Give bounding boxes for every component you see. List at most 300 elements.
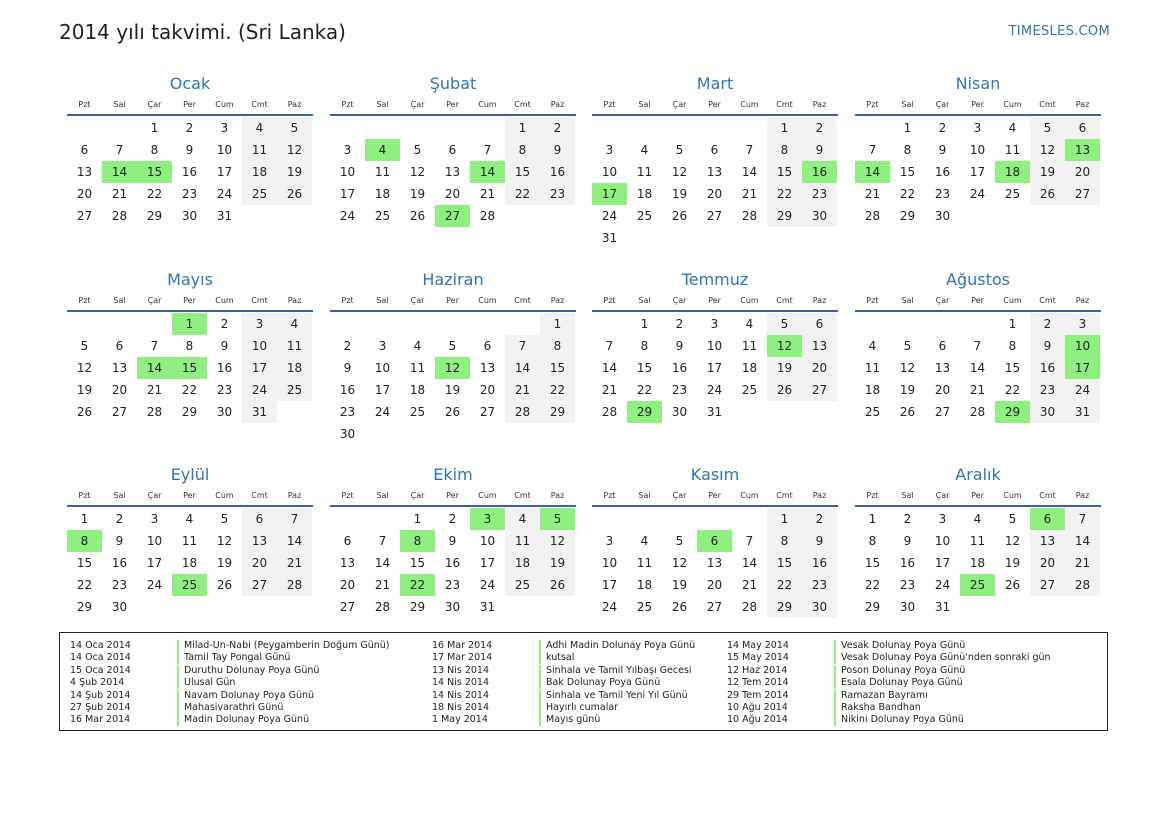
day-cell: 4 xyxy=(1008,121,1017,135)
day-cell: 22 xyxy=(146,187,163,201)
day-cell: 14 xyxy=(741,556,758,570)
day-cell: 21 xyxy=(1065,552,1100,574)
day-cell: 28 xyxy=(277,574,312,596)
header-divider xyxy=(330,310,576,312)
day-cell: 11 xyxy=(1004,143,1021,157)
day-cell: 15 xyxy=(767,161,802,183)
weekday-label: Cmt xyxy=(514,491,531,500)
day-cell: 31 xyxy=(706,405,723,419)
month-name: Mart xyxy=(696,74,734,93)
day-cell: 24 xyxy=(146,578,163,592)
day-cell: 1 xyxy=(767,117,802,139)
day-cell: 21 xyxy=(374,578,391,592)
day-cell: 7 xyxy=(277,508,312,530)
day-cell: 4 xyxy=(745,317,754,331)
day-cell: 14 xyxy=(374,556,391,570)
day-cell: 9 xyxy=(448,534,457,548)
day-cell: 16 xyxy=(540,161,575,183)
day-cell: 5 xyxy=(767,313,802,335)
day-cell: 21 xyxy=(741,578,758,592)
weekday-label: Per xyxy=(708,100,721,109)
day-cell: 23 xyxy=(1030,379,1065,401)
holiday-date: 16 Mar 2014 xyxy=(432,640,493,651)
weekday-label: Çar xyxy=(410,100,425,109)
header-divider xyxy=(330,114,576,116)
holiday-date: 14 Şub 2014 xyxy=(70,689,131,701)
day-cell: 30 xyxy=(1030,401,1065,423)
day-cell: 27 xyxy=(76,209,93,223)
weekday-label: Per xyxy=(446,296,459,305)
holiday-day-cell: 6 xyxy=(697,530,732,552)
holiday-day-cell: 12 xyxy=(435,357,470,379)
day-cell: 18 xyxy=(741,361,758,375)
weekday-label: Cum xyxy=(740,100,759,109)
day-cell: 2 xyxy=(115,512,124,526)
day-cell: 2 xyxy=(938,121,947,135)
day-cell: 1 xyxy=(1008,317,1017,331)
day-cell: 14 xyxy=(277,530,312,552)
day-cell: 15 xyxy=(767,552,802,574)
weekday-label: Cum xyxy=(1003,296,1022,305)
day-cell: 19 xyxy=(444,383,461,397)
day-cell: 10 xyxy=(374,361,391,375)
day-cell: 11 xyxy=(181,534,198,548)
weekday-header xyxy=(592,295,838,307)
weekday-label: Cum xyxy=(478,491,497,500)
day-cell: 19 xyxy=(277,161,312,183)
day-cell: 4 xyxy=(505,508,540,530)
weekday-header xyxy=(855,295,1101,307)
day-cell: 17 xyxy=(374,383,391,397)
day-cell: 13 xyxy=(1030,530,1065,552)
day-cell: 12 xyxy=(1004,534,1021,548)
weekday-label: Pzt xyxy=(78,491,91,500)
weekday-label: Cum xyxy=(478,296,497,305)
day-cell: 2 xyxy=(185,121,194,135)
holiday-day-cell: 14 xyxy=(102,161,137,183)
header-divider xyxy=(592,310,838,312)
holiday-name: Sinhala ve Tamil Yeni Yıl Günü xyxy=(539,690,688,702)
day-cell: 6 xyxy=(802,313,837,335)
day-cell: 7 xyxy=(150,339,159,353)
day-cell: 19 xyxy=(540,552,575,574)
day-cell: 10 xyxy=(706,339,723,353)
day-cell: 8 xyxy=(868,534,877,548)
day-cell: 18 xyxy=(181,556,198,570)
day-cell: 28 xyxy=(741,209,758,223)
header-divider xyxy=(855,114,1101,116)
day-cell: 16 xyxy=(216,361,233,375)
day-cell: 31 xyxy=(216,209,233,223)
holiday-day-cell: 25 xyxy=(960,574,995,596)
day-cell: 3 xyxy=(242,313,277,335)
day-cell: 14 xyxy=(601,361,618,375)
weekday-label: Cmt xyxy=(1039,100,1056,109)
weekday-label: Sal xyxy=(376,100,389,109)
weekday-header xyxy=(592,490,838,502)
holiday-date: 27 Şub 2014 xyxy=(70,702,131,713)
weekday-label: Çar xyxy=(410,491,425,500)
holiday-name: Madin Dolunay Poya Günü xyxy=(177,714,309,726)
weekday-label: Pzt xyxy=(603,491,616,500)
weekday-label: Sal xyxy=(113,296,126,305)
holiday-date: 15 May 2014 xyxy=(727,652,789,664)
day-cell: 25 xyxy=(636,209,653,223)
header-divider xyxy=(67,310,313,312)
day-cell: 20 xyxy=(1065,161,1100,183)
weekday-label: Cum xyxy=(215,296,234,305)
day-cell: 1 xyxy=(540,313,575,335)
day-cell: 7 xyxy=(605,339,614,353)
day-cell: 20 xyxy=(706,578,723,592)
site-brand-link[interactable]: TIMESLES.COM xyxy=(1008,24,1110,39)
day-cell: 11 xyxy=(636,165,653,179)
day-cell: 12 xyxy=(899,361,916,375)
day-cell: 23 xyxy=(339,405,356,419)
day-cell: 8 xyxy=(903,143,912,157)
weekday-label: Çar xyxy=(672,491,687,500)
day-cell: 30 xyxy=(444,600,461,614)
holiday-name: Esala Dolunay Poya Günü xyxy=(834,677,963,689)
weekday-label: Cmt xyxy=(251,296,268,305)
weekday-label: Cum xyxy=(215,491,234,500)
weekday-label: Sal xyxy=(901,296,914,305)
weekday-label: Paz xyxy=(550,296,565,305)
day-cell: 3 xyxy=(605,534,614,548)
weekday-label: Sal xyxy=(638,100,651,109)
weekday-label: Per xyxy=(446,491,459,500)
header-divider xyxy=(592,505,838,507)
day-cell: 9 xyxy=(903,534,912,548)
day-cell: 16 xyxy=(444,556,461,570)
day-cell: 14 xyxy=(741,165,758,179)
day-cell: 26 xyxy=(1030,183,1065,205)
day-cell: 7 xyxy=(483,143,492,157)
day-cell: 23 xyxy=(181,187,198,201)
day-cell: 30 xyxy=(111,600,128,614)
day-cell: 17 xyxy=(969,165,986,179)
day-cell: 29 xyxy=(767,205,802,227)
weekday-label: Paz xyxy=(812,491,827,500)
month-name: Haziran xyxy=(422,270,484,289)
day-cell: 26 xyxy=(409,209,426,223)
day-cell: 13 xyxy=(242,530,277,552)
day-cell: 24 xyxy=(706,383,723,397)
day-cell: 25 xyxy=(277,379,312,401)
weekday-label: Paz xyxy=(550,491,565,500)
weekday-label: Pzt xyxy=(866,296,879,305)
holiday-name: Raksha Bandhan xyxy=(834,702,921,714)
weekday-label: Sal xyxy=(638,491,651,500)
day-cell: 17 xyxy=(242,357,277,379)
day-cell: 24 xyxy=(242,379,277,401)
day-cell: 28 xyxy=(374,600,391,614)
holiday-legend xyxy=(59,632,1108,731)
weekday-label: Çar xyxy=(410,296,425,305)
day-cell: 13 xyxy=(111,361,128,375)
month-name: Ekim xyxy=(433,465,473,484)
holiday-date: 4 Şub 2014 xyxy=(70,677,125,689)
day-cell: 16 xyxy=(1030,357,1065,379)
day-cell: 8 xyxy=(767,530,802,552)
day-cell: 27 xyxy=(1065,183,1100,205)
day-cell: 10 xyxy=(969,143,986,157)
day-cell: 2 xyxy=(1030,313,1065,335)
day-cell: 18 xyxy=(636,578,653,592)
day-cell: 17 xyxy=(706,361,723,375)
holiday-name: Ulusal Gün xyxy=(177,677,235,689)
day-cell: 16 xyxy=(339,383,356,397)
day-cell: 18 xyxy=(409,383,426,397)
holiday-date: 14 Oca 2014 xyxy=(70,640,131,651)
weekday-label: Per xyxy=(708,491,721,500)
day-cell: 20 xyxy=(76,187,93,201)
day-cell: 17 xyxy=(339,187,356,201)
weekday-header xyxy=(330,295,576,307)
weekday-label: Per xyxy=(183,100,196,109)
day-cell: 23 xyxy=(802,574,837,596)
day-cell: 1 xyxy=(80,512,89,526)
day-cell: 24 xyxy=(479,578,496,592)
header-divider xyxy=(855,310,1101,312)
day-cell: 25 xyxy=(741,383,758,397)
day-cell: 21 xyxy=(505,379,540,401)
day-cell: 20 xyxy=(444,187,461,201)
day-cell: 9 xyxy=(540,139,575,161)
day-cell: 31 xyxy=(934,600,951,614)
day-cell: 21 xyxy=(864,187,881,201)
day-cell: 29 xyxy=(899,209,916,223)
day-cell: 27 xyxy=(242,574,277,596)
month-name: Nisan xyxy=(955,74,1001,93)
day-cell: 28 xyxy=(864,209,881,223)
day-cell: 18 xyxy=(374,187,391,201)
day-cell: 27 xyxy=(479,405,496,419)
day-cell: 27 xyxy=(706,600,723,614)
day-cell: 15 xyxy=(76,556,93,570)
day-cell: 6 xyxy=(343,534,352,548)
day-cell: 20 xyxy=(339,578,356,592)
holiday-day-cell: 5 xyxy=(540,508,575,530)
day-cell: 22 xyxy=(767,574,802,596)
day-cell: 13 xyxy=(934,361,951,375)
day-cell: 26 xyxy=(767,379,802,401)
day-cell: 20 xyxy=(934,383,951,397)
day-cell: 25 xyxy=(505,574,540,596)
holiday-day-cell: 8 xyxy=(67,530,102,552)
day-cell: 10 xyxy=(216,143,233,157)
day-cell: 10 xyxy=(339,165,356,179)
holiday-day-cell: 16 xyxy=(802,161,837,183)
weekday-label: Paz xyxy=(812,100,827,109)
weekday-label: Çar xyxy=(147,296,162,305)
day-cell: 20 xyxy=(1030,552,1065,574)
weekday-label: Cum xyxy=(478,100,497,109)
weekday-label: Sal xyxy=(901,100,914,109)
holiday-day-cell: 14 xyxy=(137,357,172,379)
day-cell: 1 xyxy=(868,512,877,526)
weekday-label: Paz xyxy=(1075,491,1090,500)
header-divider xyxy=(855,505,1101,507)
day-cell: 19 xyxy=(76,383,93,397)
weekday-label: Pzt xyxy=(78,100,91,109)
day-cell: 22 xyxy=(767,183,802,205)
day-cell: 19 xyxy=(216,556,233,570)
day-cell: 15 xyxy=(899,165,916,179)
day-cell: 9 xyxy=(115,534,124,548)
holiday-day-cell: 15 xyxy=(172,357,207,379)
day-cell: 29 xyxy=(181,405,198,419)
day-cell: 2 xyxy=(220,317,229,331)
day-cell: 17 xyxy=(146,556,163,570)
day-cell: 29 xyxy=(540,401,575,423)
day-cell: 3 xyxy=(710,317,719,331)
weekday-label: Per xyxy=(183,296,196,305)
day-cell: 7 xyxy=(115,143,124,157)
day-cell: 12 xyxy=(216,534,233,548)
day-cell: 22 xyxy=(899,187,916,201)
month-name: Temmuz xyxy=(681,270,749,289)
holiday-day-cell: 18 xyxy=(995,161,1030,183)
weekday-label: Paz xyxy=(287,296,302,305)
day-cell: 31 xyxy=(242,401,277,423)
day-cell: 12 xyxy=(1030,139,1065,161)
day-cell: 13 xyxy=(444,165,461,179)
day-cell: 6 xyxy=(938,339,947,353)
weekday-header xyxy=(855,490,1101,502)
holiday-date: 10 Ağu 2014 xyxy=(727,714,788,726)
day-cell: 13 xyxy=(802,335,837,357)
holiday-name: Duruthu Dolunay Poya Günü xyxy=(177,665,319,677)
month-name: Eylül xyxy=(170,465,210,484)
day-cell: 9 xyxy=(1030,335,1065,357)
day-cell: 1 xyxy=(767,508,802,530)
day-cell: 30 xyxy=(899,600,916,614)
day-cell: 8 xyxy=(150,143,159,157)
weekday-label: Sal xyxy=(638,296,651,305)
day-cell: 4 xyxy=(640,534,649,548)
holiday-day-cell: 25 xyxy=(172,574,207,596)
day-cell: 21 xyxy=(146,383,163,397)
weekday-label: Cmt xyxy=(514,296,531,305)
day-cell: 27 xyxy=(934,405,951,419)
weekday-header xyxy=(855,99,1101,111)
weekday-label: Pzt xyxy=(603,100,616,109)
day-cell: 27 xyxy=(339,600,356,614)
day-cell: 1 xyxy=(150,121,159,135)
day-cell: 16 xyxy=(802,552,837,574)
weekday-label: Paz xyxy=(1075,100,1090,109)
weekday-label: Sal xyxy=(113,491,126,500)
day-cell: 3 xyxy=(973,121,982,135)
day-cell: 1 xyxy=(413,512,422,526)
day-cell: 16 xyxy=(111,556,128,570)
weekday-label: Cum xyxy=(215,100,234,109)
day-cell: 30 xyxy=(802,596,837,618)
day-cell: 26 xyxy=(899,405,916,419)
weekday-label: Çar xyxy=(672,296,687,305)
day-cell: 27 xyxy=(1030,574,1065,596)
day-cell: 2 xyxy=(802,508,837,530)
day-cell: 26 xyxy=(1004,578,1021,592)
holiday-day-cell: 12 xyxy=(767,335,802,357)
day-cell: 28 xyxy=(505,401,540,423)
holiday-name: Mahasivarathri Günü xyxy=(177,702,283,714)
weekday-label: Cum xyxy=(1003,491,1022,500)
weekday-label: Per xyxy=(446,100,459,109)
day-cell: 15 xyxy=(636,361,653,375)
day-cell: 27 xyxy=(111,405,128,419)
day-cell: 5 xyxy=(413,143,422,157)
day-cell: 11 xyxy=(969,534,986,548)
holiday-name: kutsal xyxy=(539,652,574,664)
holiday-day-cell: 17 xyxy=(592,183,627,205)
day-cell: 12 xyxy=(671,165,688,179)
holiday-date: 13 Nis 2014 xyxy=(432,664,489,676)
weekday-label: Pzt xyxy=(341,491,354,500)
day-cell: 11 xyxy=(242,139,277,161)
holiday-name: Tamil Tay Pongal Günü xyxy=(177,652,290,664)
day-cell: 2 xyxy=(540,117,575,139)
weekday-label: Paz xyxy=(812,296,827,305)
day-cell: 9 xyxy=(802,139,837,161)
day-cell: 26 xyxy=(216,578,233,592)
day-cell: 24 xyxy=(969,187,986,201)
day-cell: 26 xyxy=(671,600,688,614)
day-cell: 22 xyxy=(76,578,93,592)
holiday-day-cell: 22 xyxy=(400,574,435,596)
holiday-date: 14 Nis 2014 xyxy=(432,689,489,701)
day-cell: 2 xyxy=(448,512,457,526)
holiday-name: Navam Dolunay Poya Günü xyxy=(177,690,314,702)
day-cell: 29 xyxy=(76,600,93,614)
day-cell: 3 xyxy=(220,121,229,135)
holiday-date: 1 May 2014 xyxy=(432,714,488,726)
day-cell: 28 xyxy=(111,209,128,223)
day-cell: 30 xyxy=(181,209,198,223)
day-cell: 10 xyxy=(601,165,618,179)
day-cell: 26 xyxy=(671,209,688,223)
day-cell: 21 xyxy=(601,383,618,397)
day-cell: 20 xyxy=(242,552,277,574)
day-cell: 19 xyxy=(899,383,916,397)
day-cell: 28 xyxy=(969,405,986,419)
day-cell: 13 xyxy=(76,165,93,179)
holiday-name: Hayırlı cumalar xyxy=(539,702,618,714)
day-cell: 11 xyxy=(864,361,881,375)
day-cell: 5 xyxy=(903,339,912,353)
day-cell: 23 xyxy=(802,183,837,205)
day-cell: 13 xyxy=(339,556,356,570)
day-cell: 30 xyxy=(339,427,356,441)
weekday-label: Per xyxy=(971,296,984,305)
holiday-day-cell: 29 xyxy=(995,401,1030,423)
holiday-date: 14 Oca 2014 xyxy=(70,652,131,664)
day-cell: 26 xyxy=(540,574,575,596)
day-cell: 5 xyxy=(1008,512,1017,526)
day-cell: 29 xyxy=(767,596,802,618)
day-cell: 3 xyxy=(378,339,387,353)
header-divider xyxy=(67,505,313,507)
weekday-label: Cmt xyxy=(776,100,793,109)
day-cell: 13 xyxy=(706,556,723,570)
page-title: 2014 yılı takvimi. (Sri Lanka) xyxy=(59,20,346,44)
day-cell: 26 xyxy=(76,405,93,419)
weekday-label: Cum xyxy=(1003,100,1022,109)
day-cell: 29 xyxy=(146,209,163,223)
day-cell: 24 xyxy=(339,209,356,223)
month-name: Kasım xyxy=(690,465,740,484)
